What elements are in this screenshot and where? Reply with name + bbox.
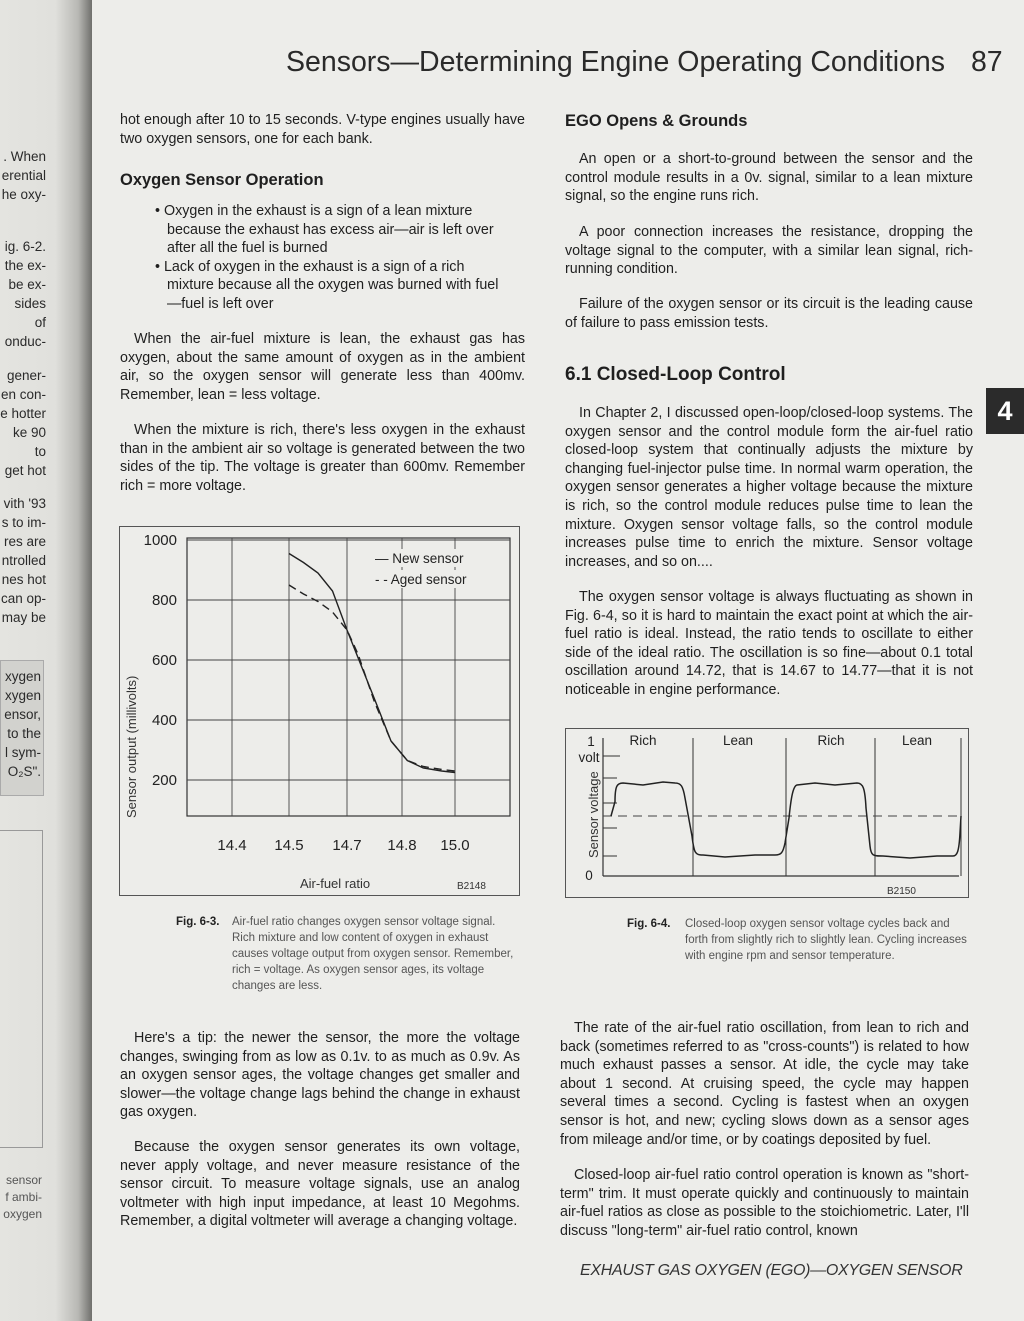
y-axis-label: Sensor output (millivolts) [124, 675, 139, 818]
region-label-lean: Lean [901, 733, 933, 748]
y-tick-label: 1 [587, 734, 595, 749]
col2-paragraph-1: An open or a short-to-ground between the sensor and the control module results in a 0v. signal, similar to a lean mixture signal, so the engine runs rich. [565, 151, 973, 205]
chart-legend [367, 549, 477, 588]
y-axis-label: Sensor voltage [586, 771, 601, 858]
heading-ego-opens-grounds: EGO Opens & Grounds [565, 112, 748, 130]
col2-paragraph-3: Failure of the oxygen sensor or its circuit is the leading cause of failure to pass emission tests. [565, 296, 973, 331]
region-label-rich: Rich [817, 733, 845, 748]
oxygen-bullets [155, 202, 505, 314]
legend-swatch: — [375, 551, 393, 566]
col1-paragraph-1: hot enough after 10 to 15 seconds. V-type engines usually have two oxygen sensors, one for each bank. [120, 112, 525, 147]
page-number: 87 [970, 46, 1003, 78]
left-page-fragment-footer: sensor f ambi- oxygen [3, 1173, 42, 1221]
legend-entry [375, 551, 464, 566]
y-tick-label: 0 [585, 868, 593, 883]
x-tick-label: 14.5 [274, 837, 304, 854]
y-tick-label: 400 [151, 712, 177, 729]
bullet-item: • Oxygen in the exhaust is a sign of a lean mixture because the exhaust has excess air—air is left over after all the fuel is burned [155, 202, 505, 258]
y-tick-label: 200 [151, 772, 177, 789]
caption-text: Closed-loop oxygen sensor voltage cycles back and forth from slightly rich to slightly lean. Cycling increases with engine rpm and sensor temperature. [685, 918, 967, 962]
chapter-tab: 4 [986, 388, 1024, 434]
running-footer: EXHAUST GAS OXYGEN (EGO)—OXYGEN SENSOR [580, 1262, 963, 1279]
legend-entry [375, 572, 467, 587]
left-page-fragment-top: . When erential he oxy- [1, 149, 46, 202]
col2-paragraph-7: Closed-loop air-fuel ratio control operation is known as "short-term" trim. It must operate quickly and continuously to maintain air-fuel ratios as close as possible to the stoichiometric. Later, I'll discuss "long-term" air-fuel ratio control, known [560, 1167, 969, 1239]
col1-paragraph-3: When the mixture is rich, there's less oxygen in the exhaust than in the ambient air so voltage is generated between the two sides of the tip. The voltage is greater than 600mv. Remember rich = more voltage. [120, 422, 525, 494]
y-tick-label: 1000 [143, 532, 177, 549]
y-tick-label: volt [578, 750, 600, 765]
region-label-rich: Rich [629, 733, 657, 748]
legend-label: New sensor [392, 551, 464, 566]
fig-6-3-chart [119, 526, 520, 896]
fig-label: Fig. 6-3. [176, 916, 220, 928]
col2-paragraph-2: A poor connection increases the resistance, dropping the voltage signal to the computer, with a similar lean signal, rich-running condition. [565, 224, 973, 278]
aged-sensor-line [289, 585, 455, 771]
col1-paragraph-2: When the air-fuel mixture is lean, the exhaust gas has oxygen, about the same amount of oxygen as in the ambient air, so the oxygen sensor will generate less than 400mv. Remember, lean = less voltage. [120, 331, 525, 403]
figure-code: B2150 [887, 886, 916, 897]
y-tick-label: 600 [151, 652, 177, 669]
left-page-fragment-low: gener- en con- e hotter ke 90 to get hot [0, 368, 46, 478]
col1-paragraph-5: Because the oxygen sensor generates its own voltage, never apply voltage, and never measure resistance of the sensor circuit. To measure voltage signals, use an analog voltmeter with high input impedance, at least 10 Megohms. Remember, a digital voltmeter will average a changing voltage. [120, 1139, 520, 1230]
region-label-lean: Lean [722, 733, 754, 748]
running-header [286, 46, 1003, 79]
col2-paragraph-4: In Chapter 2, I discussed open-loop/closed-loop systems. The oxygen sensor and the control module form the air-fuel ratio closed-loop system that continually adjusts the mixture by changing fuel-injector pulse time. In normal warm operation, the oxygen sensor generates a higher voltage because the mixture is rich, so the control module reduces pulse time to lean the mixture. Oxygen sensor voltage falls, so the control module increases pulse time to enrich the mixture. Sensor voltage increases, and so on.... [565, 405, 973, 570]
left-page-fragment-mid: ig. 6-2. the ex- be ex- sides of onduc- [4, 239, 46, 349]
col2-paragraph-5: The oxygen sensor voltage is always fluctuating as shown in Fig. 6-4, so it is hard to maintain the exact point at which the air-fuel ratio is ideal. Instead, the ratio tends to oscillate to either side of the ideal ratio. The oscillation is so fine—about 0.1 total oscillation around 14.72, that is 14.67 to 14.77—that it is not noticeable in engine performance. [565, 589, 973, 698]
x-axis-label: Air-fuel ratio [300, 876, 371, 891]
header-title: Sensors—Determining Engine Operating Conditions [286, 46, 946, 78]
left-page-fragment-bottom: vith '93 s to im- res are ntrolled nes hot can op- may be [0, 496, 46, 625]
chart-grid [578, 733, 961, 883]
fig-6-4-caption [627, 916, 973, 964]
caption-text: Air-fuel ratio changes oxygen sensor voltage signal. Rich mixture and low content of oxygen in exhaust causes voltage output from oxygen sensor. Remember, rich = voltage. As oxygen sensor ages, its voltage changes are less. [232, 916, 514, 992]
legend-swatch: - - [375, 572, 391, 587]
x-tick-label: 14.7 [332, 837, 362, 854]
x-tick-label: 15.0 [440, 837, 470, 854]
heading-closed-loop-control: 6.1 Closed-Loop Control [565, 364, 786, 385]
left-page-sidebar: xygen xygen ensor, to the l sym- O₂S". [0, 660, 44, 796]
col2-paragraph-6: The rate of the air-fuel ratio oscillation, from lean to rich and back (sometimes referred to as "cross-counts") is related to how much exhaust passes a sensor. At idle, the cycle may take about 1 second. At cruising speed, the cycle may happen several times a second. Cycling is fastest when an oxygen sensor is hot, and new; cycling slows down as a sensor ages from mileage and/or time, or by coatings deposited by fuel. [560, 1020, 969, 1148]
fig-6-3-caption [176, 914, 516, 994]
left-page-figure-box [0, 830, 43, 1148]
x-tick-label: 14.8 [387, 837, 417, 854]
fig-6-4-chart [565, 728, 969, 898]
figure-code: B2148 [457, 881, 486, 892]
legend-label: Aged sensor [390, 572, 467, 587]
col1-paragraph-4: Here's a tip: the newer the sensor, the more the voltage changes, swinging from as low as 0.1v. to as much as 0.9v. As an oxygen sensor ages, the voltage changes get smaller and slower—the voltage change lags behind the change in exhaust gas oxygen. [120, 1030, 520, 1121]
y-tick-label: 800 [151, 592, 177, 609]
x-tick-label: 14.4 [217, 837, 247, 854]
heading-oxygen-sensor-operation: Oxygen Sensor Operation [120, 171, 324, 189]
bullet-item: • Lack of oxygen in the exhaust is a sign of a rich mixture because all the oxygen was burned with fuel—fuel is left over [155, 258, 505, 314]
fig-label: Fig. 6-4. [627, 918, 671, 930]
